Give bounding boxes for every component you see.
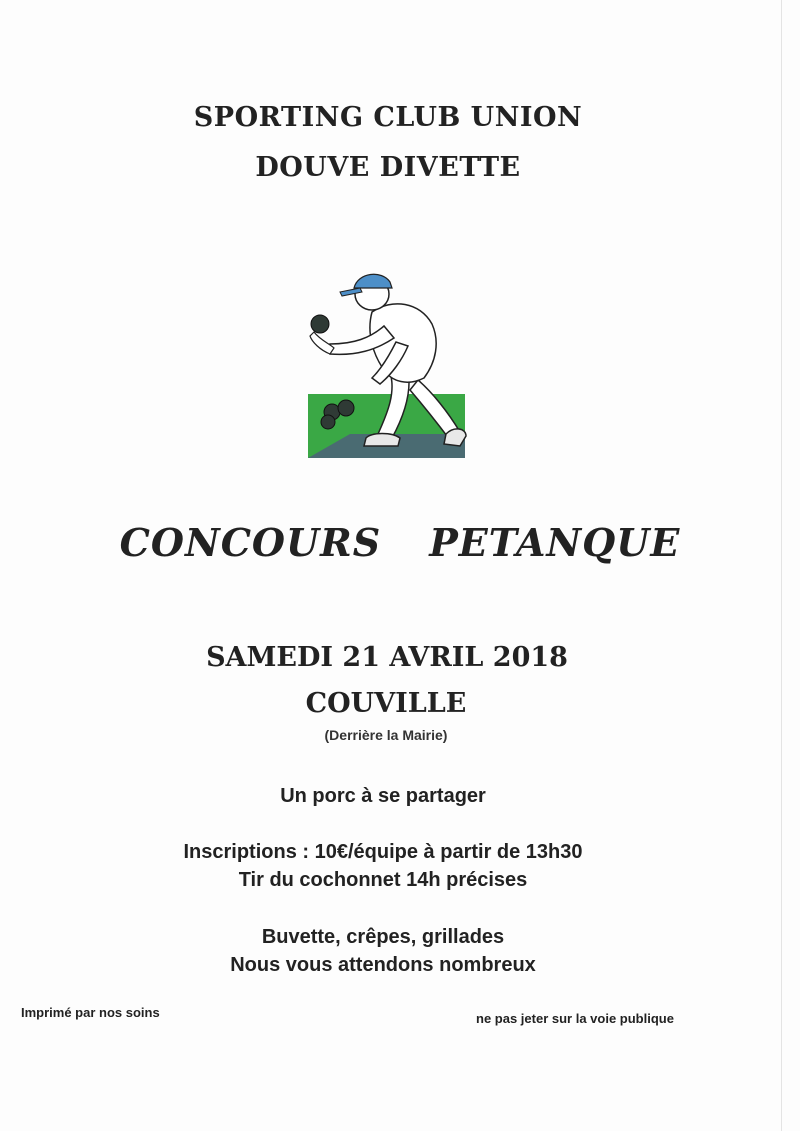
player-hand: [310, 332, 334, 354]
player-shoe-front: [364, 434, 400, 447]
cochonnet-line: Tir du cochonnet 14h précises: [238, 869, 528, 891]
footer-printed-note: Imprimé par nos soins: [21, 1005, 160, 1020]
boule-2: [338, 400, 354, 416]
player-cap: [354, 274, 392, 288]
prize-line: Un porc à se partager: [280, 785, 486, 807]
event-date: SAMEDI 21 AVRIL 2018: [206, 642, 568, 673]
club-name-line-1: SPORTING CLUB UNION: [193, 102, 583, 133]
event-place-detail: (Derrière la Mairie): [324, 727, 448, 743]
attendons-line: Nous vous attendons nombreux: [230, 954, 536, 976]
inscriptions-line: Inscriptions : 10€/équipe à partir de 13h30: [183, 841, 583, 863]
title-word-petanque: PETANQUE: [429, 520, 681, 565]
boule-3: [321, 415, 335, 429]
buvette-line: Buvette, crêpes, grillades: [261, 926, 505, 948]
boule-in-hand: [311, 315, 329, 333]
event-place: COUVILLE: [305, 688, 467, 719]
title-word-concours: CONCOURS: [119, 520, 382, 565]
club-name-line-2: DOUVE DIVETTE: [255, 152, 521, 183]
footer-disposal-note: ne pas jeter sur la voie publique: [476, 1011, 674, 1026]
petanque-player-icon: [300, 262, 475, 462]
event-title: [0, 520, 800, 565]
